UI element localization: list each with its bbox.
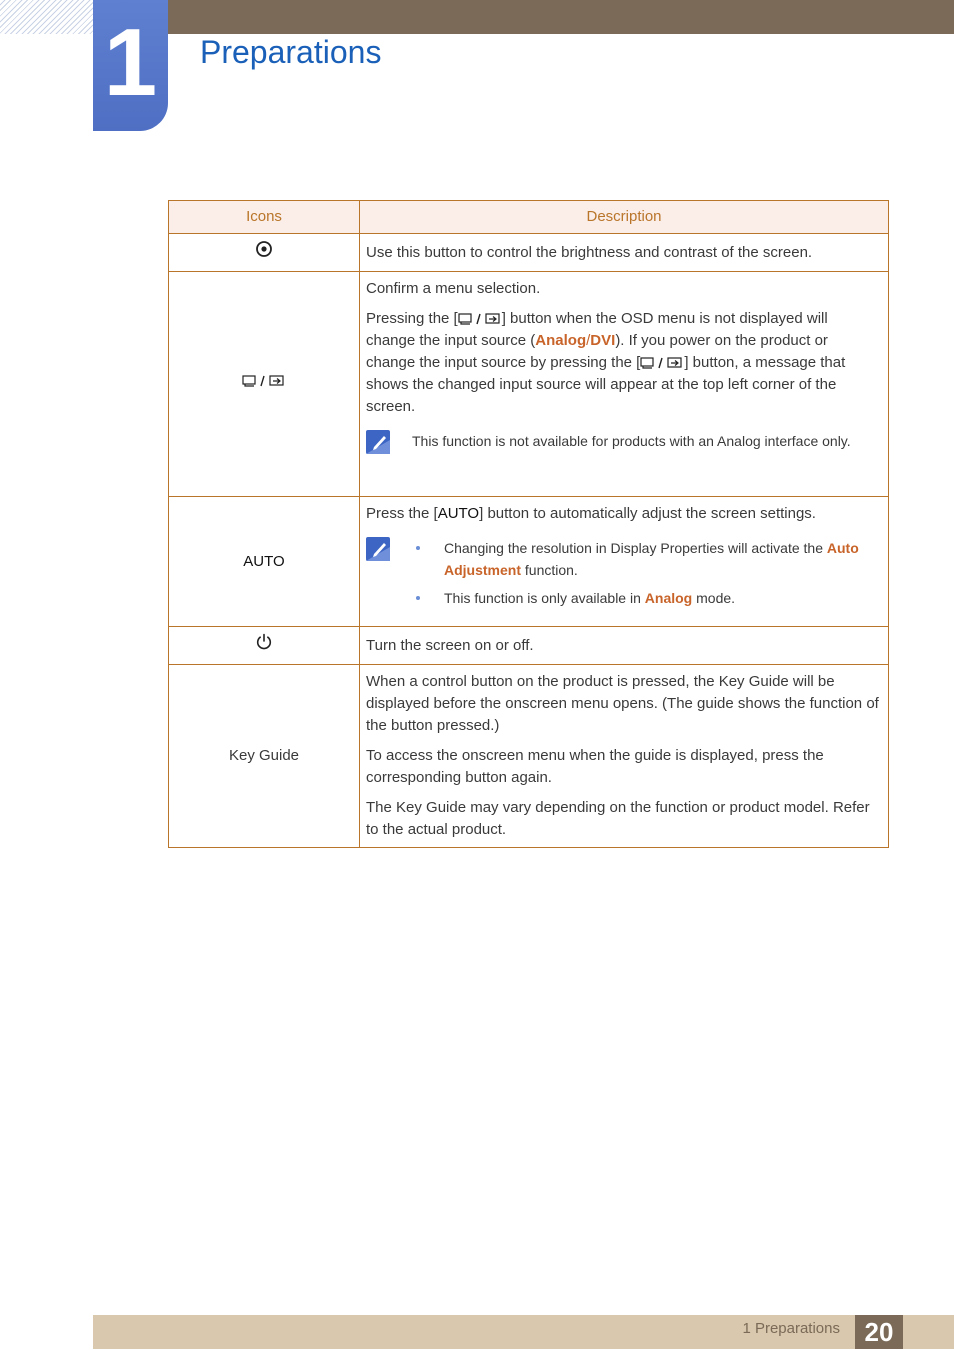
description-cell (360, 272, 889, 497)
description-cell (360, 665, 889, 848)
key-guide-text-2: To access the onscreen menu when the guide is displayed, press the corresponding button again. (366, 747, 824, 786)
source-change-text: Pressing the [ ] button when the OSD menu is not displayed will change the input source (Analog/DVI). If you power on the product or change the input source by pressing the [ ] button, a message that shows the changed input source will appear at the top left corner of the screen. (366, 310, 846, 415)
power-icon (255, 633, 273, 651)
note (366, 430, 880, 454)
key-guide-label: Key Guide (228, 747, 300, 764)
analog-label: Analog (644, 590, 693, 606)
button-icons-table (168, 200, 889, 848)
source-enter-icon (242, 374, 286, 388)
power-description: Turn the screen on or off. (366, 636, 534, 654)
auto-inline-label: AUTO (437, 505, 480, 522)
key-guide-text-1: When a control button on the product is pressed, the Key Guide will be displayed before the onscreen menu opens. (The guide shows the function of the button pressed.) (366, 673, 879, 734)
table-row (169, 497, 889, 627)
table-row (169, 627, 889, 665)
footer-chapter-label: 1 Preparations (742, 1320, 840, 1337)
description-cell (360, 627, 889, 665)
icon-cell (169, 665, 360, 848)
header-bar (93, 0, 954, 34)
description-column-header: Description (360, 201, 889, 234)
brightness-icon (255, 240, 273, 258)
table-row (169, 272, 889, 497)
note-pencil-icon (366, 430, 390, 454)
auto-adjustment-label: Auto Adjustment (444, 540, 859, 578)
note-pencil-icon (366, 537, 390, 561)
analog-label: Analog (535, 332, 587, 349)
auto-icon-label: AUTO (243, 552, 285, 570)
note-bullet-list (412, 537, 880, 615)
table-row (169, 234, 889, 272)
list-item: This function is only available in Analog mode. (444, 587, 880, 609)
dvi-label: DVI (590, 332, 616, 349)
key-guide-text-3: The Key Guide may vary depending on the function or product model. Refer to the actual product. (366, 799, 870, 838)
icons-column-header: Icons (169, 201, 360, 234)
table-header-row (169, 201, 889, 234)
description-cell (360, 497, 889, 627)
source-enter-icon (640, 356, 684, 370)
icon-cell (169, 627, 360, 665)
chapter-number-tab: 1 (93, 0, 168, 131)
icon-cell (169, 272, 360, 497)
description-cell (360, 234, 889, 272)
note-text: This function is not available for products with an Analog interface only. (412, 433, 851, 449)
brightness-description: Use this button to control the brightness and contrast of the screen. (366, 243, 813, 261)
icon-cell (169, 234, 360, 272)
page-number: 20 (855, 1315, 903, 1349)
corner-hatch-decoration (0, 0, 93, 34)
table-row (169, 665, 889, 848)
page-title: Preparations (200, 34, 382, 70)
note (366, 537, 880, 615)
icon-cell (169, 497, 360, 627)
list-item: Changing the resolution in Display Properties will activate the Auto Adjustment function. (444, 537, 880, 581)
source-enter-icon (458, 312, 502, 326)
auto-description: Press the [AUTO] button to automatically adjust the screen settings. (366, 505, 816, 522)
confirm-text: Confirm a menu selection. (366, 280, 541, 297)
